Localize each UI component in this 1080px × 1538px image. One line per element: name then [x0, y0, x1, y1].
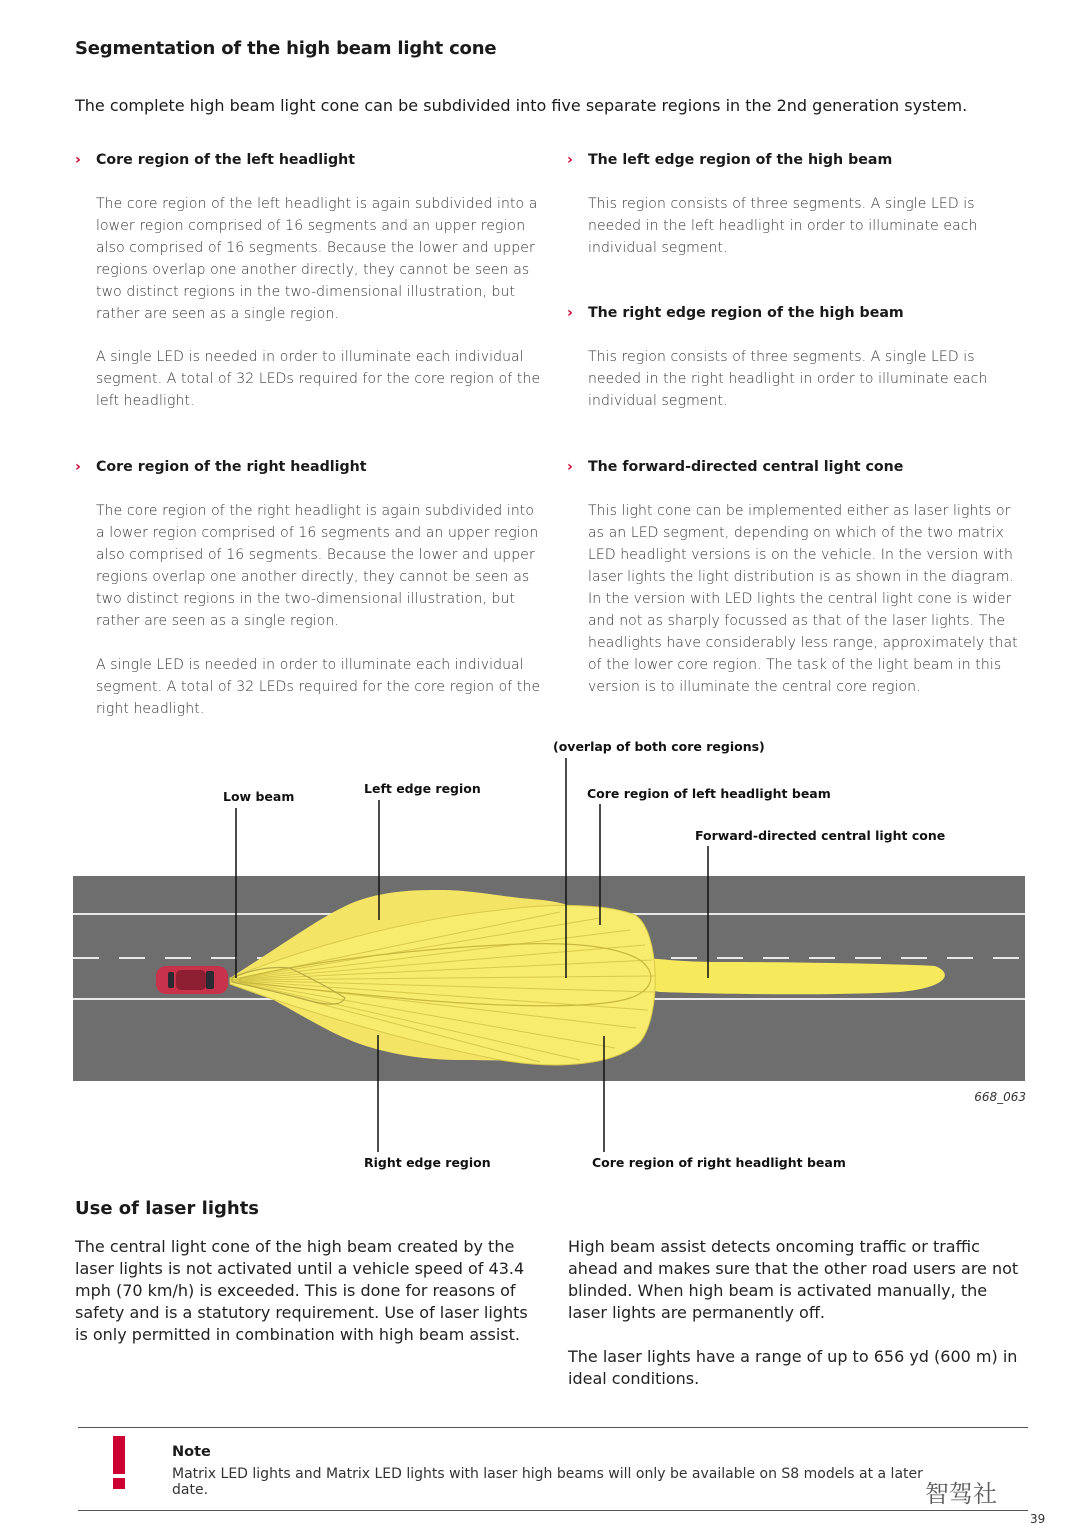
right-core-heading — [75, 458, 367, 476]
exclamation-icon — [104, 1432, 134, 1492]
beam-diagram — [0, 730, 1080, 1180]
chevron-right-icon: › — [75, 459, 81, 475]
laser-left-text: The central light cone of the high beam created by the laser lights is not activated until a vehicle speed of 43.4 mph (70 km/h) is exceeded. This is done for reasons of safety and is a statutory requirement. Use of laser lights is only permitted in combination with high beam assist. — [75, 1237, 528, 1344]
chevron-right-icon: › — [567, 459, 573, 475]
right-edge-heading-label: The right edge region of the high beam — [588, 305, 904, 321]
exclamation-bar — [113, 1436, 125, 1474]
exclamation-dot — [113, 1478, 125, 1489]
right-edge-heading — [567, 304, 904, 322]
label-left-edge: Left edge region — [364, 781, 481, 796]
note-rule-bottom — [78, 1510, 1028, 1511]
label-core-right: Core region of right headlight beam — [592, 1155, 846, 1170]
car-windshield — [206, 971, 214, 989]
label-right-edge: Right edge region — [364, 1155, 491, 1170]
laser-heading: Use of laser lights — [75, 1198, 260, 1219]
left-edge-p1: This region consists of three segments. A single LED is needed in the left headlight in order to illuminate each individual segment. — [588, 196, 978, 256]
left-core-heading — [75, 151, 355, 169]
note-text: Matrix LED lights and Matrix LED lights with laser high beams will only be available on S8 models at a later date. — [172, 1466, 923, 1498]
right-core-p2: A single LED is needed in order to illuminate each individual segment. A total of 32 LEDs required for the core region of the right headlight. — [96, 657, 541, 717]
page-number: 39 — [1030, 1512, 1046, 1526]
car-rear-window — [168, 972, 174, 988]
car-roof — [176, 970, 206, 990]
right-edge-p1: This region consists of three segments. A single LED is needed in the right headlight in order to illuminate each individual segment. — [588, 349, 988, 409]
label-overlap: (overlap of both core regions) — [553, 739, 765, 754]
left-edge-heading — [567, 151, 892, 169]
left-core-p2: A single LED is needed in order to illuminate each individual segment. A total of 32 LEDs required for the core region of the left headlight. — [96, 349, 541, 409]
left-edge-heading-label: The left edge region of the high beam — [588, 152, 893, 168]
chevron-right-icon: › — [567, 152, 573, 168]
note-rule-top — [78, 1427, 1028, 1428]
central-cone-heading-label: The forward-directed central light cone — [588, 459, 904, 475]
car-icon — [156, 966, 228, 994]
chevron-right-icon: › — [567, 305, 573, 321]
laser-right-p1: High beam assist detects oncoming traffic or traffic ahead and makes sure that the other road users are not blinded. When high beam is activated manually, the laser lights are permanently off. — [568, 1237, 1019, 1322]
label-low-beam: Low beam — [223, 789, 295, 804]
label-central: Forward-directed central light cone — [695, 828, 946, 843]
watermark: 智驾社 — [925, 1480, 997, 1508]
page-title: Segmentation of the high beam light cone — [75, 38, 497, 59]
central-cone-p1: This light cone can be implemented either as laser lights or as an LED segment, depending on which of the two matrix LED headlight versions is on the vehicle. In the version with laser lights the light distribution is as shown in the diagram. In the version with LED lights the central light cone is wider and not as sharply focussed as that of the laser lights. The headlights have considerably less range, approximately that of the lower core region. The task of the light beam in this version is to illuminate the central core region. — [588, 503, 1018, 695]
intro-text: The complete high beam light cone can be subdivided into five separate regions in the 2nd generation system. — [75, 96, 968, 115]
laser-right-p2: The laser lights have a range of up to 656 yd (600 m) in ideal conditions. — [568, 1347, 1018, 1388]
left-core-heading-label: Core region of the left headlight — [96, 152, 356, 168]
figure-id: 668_063 — [974, 1090, 1026, 1104]
right-core-heading-label: Core region of the right headlight — [96, 459, 367, 475]
note-title: Note — [172, 1444, 211, 1460]
label-core-left: Core region of left headlight beam — [587, 786, 831, 801]
left-core-p1: The core region of the left headlight is again subdivided into a lower region comprised of 16 segments and an upper region also comprised of 16 segments. Because the lower and upper regions overlap one another directly, they cannot be seen as two distinct regions in the two-dimensional illustration, but rather are seen as a single region. — [96, 196, 538, 322]
central-cone-heading — [567, 458, 903, 476]
right-core-p1: The core region of the right headlight is again subdivided into a lower region comprised of 16 segments and an upper region also comprised of 16 segments. Because the lower and upper regions overlap one another directly, they cannot be seen as two distinct regions in the two-dimensional illustration, but rather are seen as a single region. — [96, 503, 539, 629]
chevron-right-icon: › — [75, 152, 81, 168]
